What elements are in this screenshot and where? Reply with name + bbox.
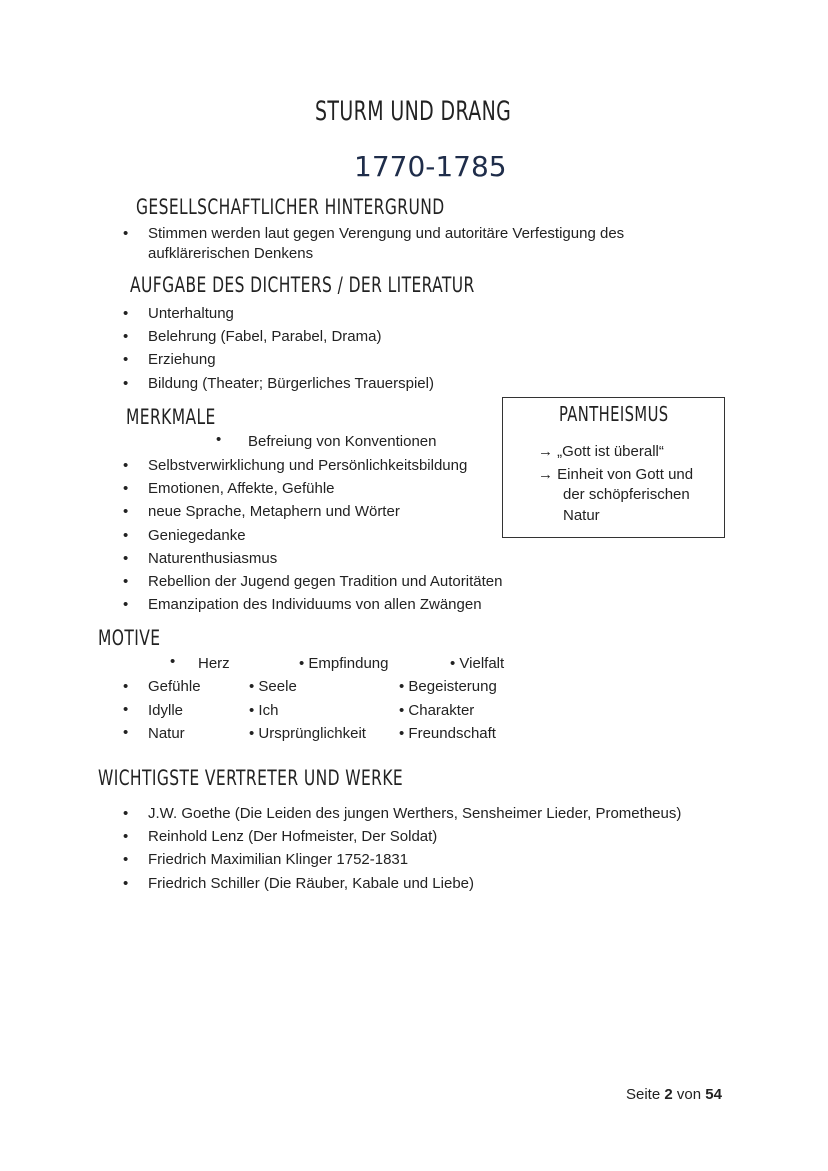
- pantheism-line-2: → Einheit von Gott und: [538, 466, 694, 483]
- bullet: •: [170, 653, 176, 670]
- list-item: • Belehrung (Fabel, Parabel, Drama): [123, 325, 434, 348]
- background-line-2: aufklärerischen Denkens: [148, 245, 314, 262]
- pantheism-line-1: → „Gott ist überall“: [538, 443, 664, 460]
- motif-item: • Ursprünglichkeit: [249, 725, 366, 742]
- page-title: STURM UND DRANG: [315, 96, 512, 127]
- heading-features: MERKMALE: [126, 405, 216, 429]
- list-item: • Reinhold Lenz (Der Hofmeister, Der Soldat): [123, 825, 681, 848]
- bullet: •: [123, 225, 129, 242]
- features-list: [123, 454, 502, 616]
- authors-list: [123, 802, 681, 895]
- motif-item: • Vielfalt: [450, 655, 505, 672]
- motif-item: • Empfindung: [299, 655, 389, 672]
- motif-item: • Seele: [249, 678, 297, 695]
- list-item: • J.W. Goethe (Die Leiden des jungen Werthers, Sensheimer Lieder, Prometheus): [123, 802, 681, 825]
- list-item: • neue Sprache, Metaphern und Wörter: [123, 500, 502, 523]
- list-item: • Geniegedanke: [123, 524, 502, 547]
- page-label: Seite: [626, 1086, 661, 1103]
- pantheism-line-3: der schöpferischen: [563, 486, 690, 503]
- current-page: 2: [664, 1086, 673, 1103]
- page-number: [626, 1086, 722, 1103]
- features-first: Befreiung von Konventionen: [248, 433, 437, 450]
- motif-item: Gefühle: [148, 678, 201, 695]
- motif-item: • Begeisterung: [399, 678, 497, 695]
- bullet: •: [123, 701, 129, 718]
- list-item: • Friedrich Maximilian Klinger 1752-1831: [123, 848, 681, 871]
- list-item: • Emanzipation des Individuums von allen Zwängen: [123, 593, 502, 616]
- task-list: [123, 302, 434, 395]
- heading-task: AUFGABE DES DICHTERS / DER LITERATUR: [130, 273, 475, 297]
- bullet: •: [123, 724, 129, 741]
- heading-authors: WICHTIGSTE VERTRETER UND WERKE: [98, 766, 404, 790]
- motif-item: • Freundschaft: [399, 725, 496, 742]
- bullet: •: [216, 431, 222, 448]
- list-item: • Selbstverwirklichung und Persönlichkeitsbildung: [123, 454, 502, 477]
- list-item: • Emotionen, Affekte, Gefühle: [123, 477, 502, 500]
- motif-item: Herz: [198, 655, 230, 672]
- pantheism-heading: PANTHEISMUS: [558, 402, 669, 426]
- heading-motifs: MOTIVE: [98, 626, 161, 650]
- pantheism-line-4: Natur: [563, 507, 600, 524]
- list-item: • Naturenthusiasmus: [123, 547, 502, 570]
- motif-item: • Ich: [249, 702, 279, 719]
- year-range: 1770-1785: [354, 150, 507, 183]
- motif-item: Idylle: [148, 702, 184, 719]
- list-item: • Friedrich Schiller (Die Räuber, Kabale und Liebe): [123, 872, 681, 895]
- bullet: •: [123, 678, 129, 695]
- pantheism-box: [502, 397, 725, 538]
- heading-background: GESELLSCHAFTLICHER HINTERGRUND: [136, 195, 445, 219]
- list-item: • Unterhaltung: [123, 302, 434, 325]
- motif-item: • Charakter: [399, 702, 475, 719]
- background-line-1: Stimmen werden laut gegen Verengung und autoritäre Verfestigung des: [148, 225, 625, 242]
- total-pages: 54: [705, 1086, 722, 1103]
- list-item: • Bildung (Theater; Bürgerliches Trauerspiel): [123, 372, 434, 395]
- list-item: • Rebellion der Jugend gegen Tradition und Autoritäten: [123, 570, 502, 593]
- motif-item: Natur: [148, 725, 185, 742]
- page-separator: von: [676, 1086, 702, 1103]
- list-item: • Erziehung: [123, 348, 434, 371]
